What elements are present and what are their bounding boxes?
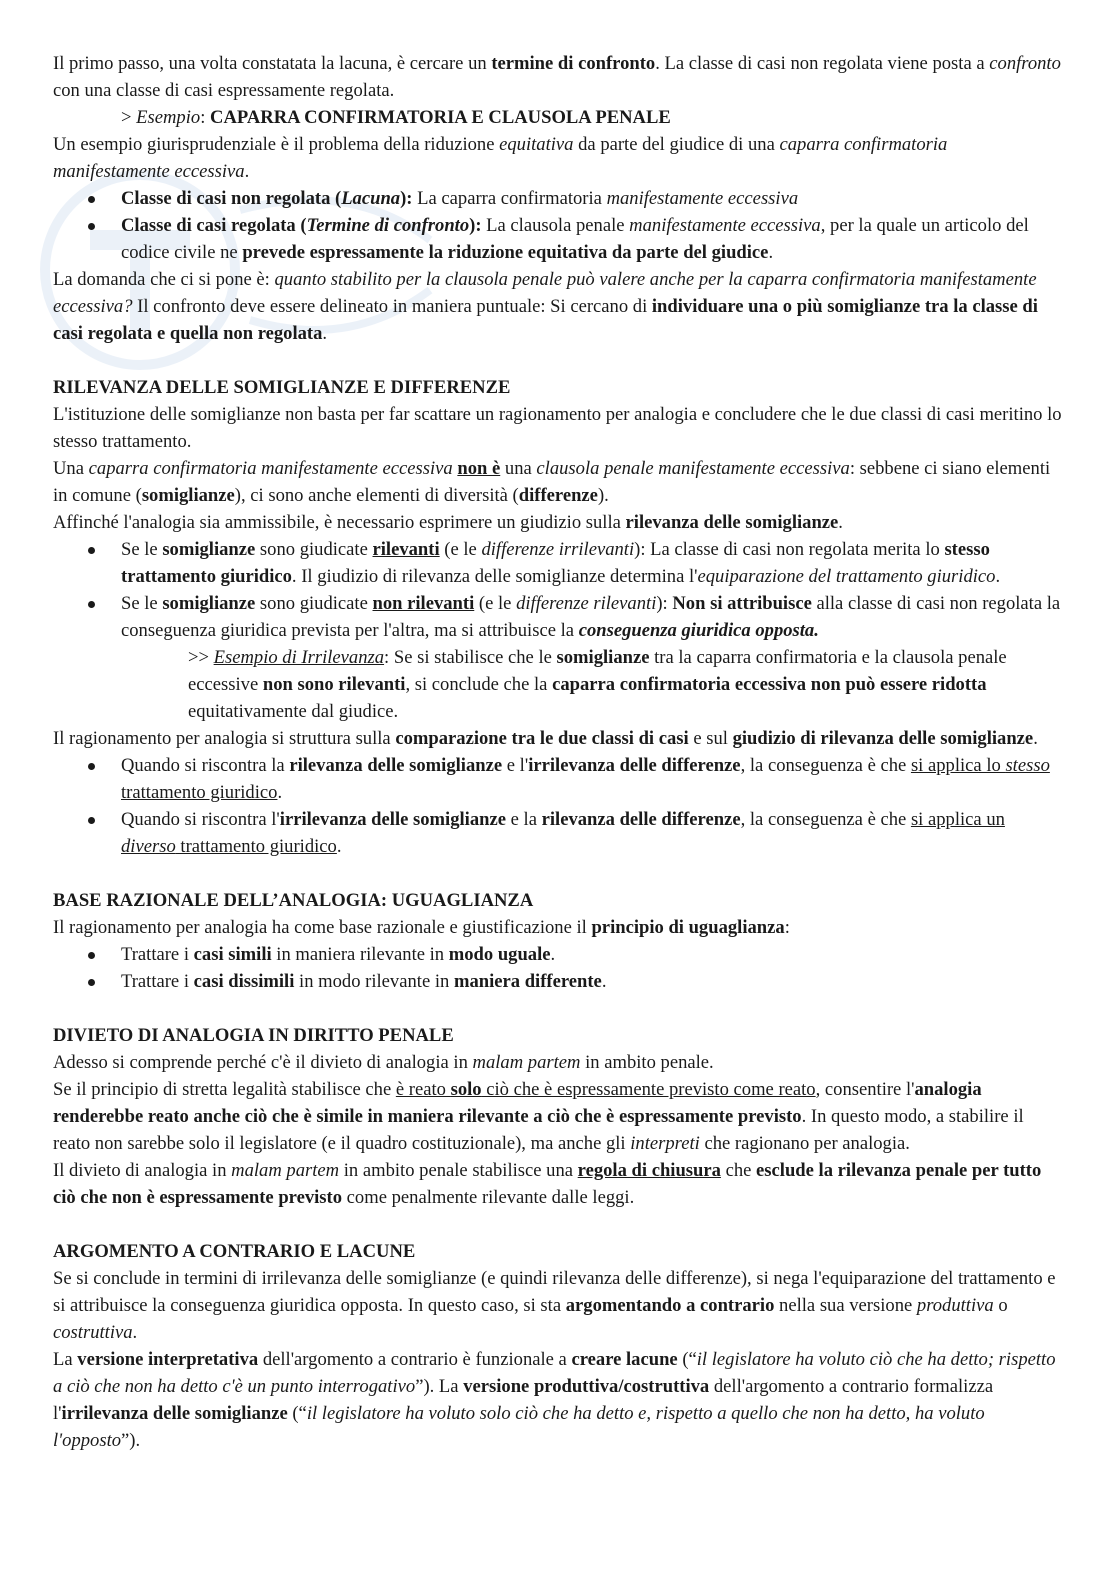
paragraph: Affinché l'analogia sia ammissibile, è necessario esprimere un giudizio sulla rilevanza delle somiglianze. — [53, 512, 843, 533]
paragraph: L'istituzione delle somiglianze non basta per far scattare un ragionamento per analogia e concludere che le due classi di casi meritino lo stesso trattamento. — [53, 404, 1062, 452]
paragraph: Una caparra confirmatoria manifestamente eccessiva non è una clausola penale manifestamente eccessiva: sebbene ci siano elementi in comune (somiglianze), ci sono anche elementi di diversità (differenze). — [53, 458, 1051, 506]
example-line: > Esempio: CAPARRA CONFIRMATORIA E CLAUSOLA PENALE — [121, 107, 671, 128]
list-item: Quando si riscontra l'irrilevanza delle somiglianze e la rilevanza delle differenze, la conseguenza è che si applica un diverso trattamento giuridico. — [53, 806, 1063, 860]
paragraph: Il ragionamento per analogia ha come base razionale e giustificazione il principio di uguaglianza: — [53, 917, 790, 938]
bullet-list — [53, 185, 1063, 266]
list-item: Classe di casi non regolata (Lacuna): La caparra confirmatoria manifestamente eccessiva — [53, 185, 1063, 212]
bullet-list — [53, 752, 1063, 860]
list-item: Se le somiglianze sono giudicate non rilevanti (e le differenze rilevanti): Non si attribuisce alla classe di casi non regolata la conseguenza giuridica prevista per l'altra, ma si attribuisce la conseguenza giuridica opposta. — [53, 590, 1063, 644]
list-item: Classe di casi regolata (Termine di confronto): La clausola penale manifestamente eccessiva, per la quale un articolo del codice civile ne prevede espressamente la riduzione equitativa da parte del giudice. — [53, 212, 1063, 266]
section-heading: DIVIETO DI ANALOGIA IN DIRITTO PENALE — [53, 1025, 454, 1046]
list-item: Trattare i casi dissimili in modo rilevante in maniera differente. — [53, 968, 1063, 995]
section-heading: RILEVANZA DELLE SOMIGLIANZE E DIFFERENZE — [53, 377, 511, 398]
list-item: Se le somiglianze sono giudicate rilevanti (e le differenze irrilevanti): La classe di casi non regolata merita lo stesso trattamento giuridico. Il giudizio di rilevanza delle somiglianze determina l'equiparazione del trattamento giuridico. — [53, 536, 1063, 590]
paragraph: Se si conclude in termini di irrilevanza delle somiglianze (e quindi rilevanza delle differenze), si nega l'equiparazione del trattamento e si attribuisce la conseguenza giuridica opposta. In questo caso, si sta argomentando a contrario nella sua versione produttiva o costruttiva. — [53, 1268, 1056, 1343]
section-heading: ARGOMENTO A CONTRARIO E LACUNE — [53, 1241, 416, 1262]
example-line: >> Esempio di Irrilevanza: Se si stabilisce che le somiglianze tra la caparra confirmatoria e la clausola penale eccessive non sono rilevanti, si conclude che la caparra confirmatoria eccessiva non può essere ridotta equitativamente dal giudice. — [188, 647, 1007, 722]
paragraph: Il primo passo, una volta constatata la lacuna, è cercare un termine di confronto. La classe di casi non regolata viene posta a confronto con una classe di casi espressamente regolata. — [53, 53, 1061, 101]
paragraph: Il divieto di analogia in malam partem in ambito penale stabilisce una regola di chiusura che esclude la rilevanza penale per tutto ciò che non è espressamente previsto come penalmente rilevante dalle leggi. — [53, 1160, 1042, 1208]
section-heading: BASE RAZIONALE DELL’ANALOGIA: UGUAGLIANZA — [53, 890, 534, 911]
paragraph: Adesso si comprende perché c'è il divieto di analogia in malam partem in ambito penale. — [53, 1052, 714, 1073]
paragraph: Il ragionamento per analogia si struttura sulla comparazione tra le due classi di casi e sul giudizio di rilevanza delle somiglianze. — [53, 728, 1038, 749]
paragraph: Se il principio di stretta legalità stabilisce che è reato solo ciò che è espressamente previsto come reato, consentire l'analogia renderebbe reato anche ciò che è simile in maniera rilevante a ciò che è espressamente previsto. In questo modo, a stabilire il reato non sarebbe solo il legislatore (e il quadro costituzionale), ma anche gli interpreti che ragionano per analogia. — [53, 1079, 1024, 1154]
paragraph: La domanda che ci si pone è: quanto stabilito per la clausola penale può valere anche per la caparra confirmatoria manifestamente eccessiva? Il confronto deve essere delineato in maniera puntuale: Si cercano di individuare una o più somiglianze tra la classe di casi regolata e quella non regolata. — [53, 269, 1038, 344]
document-page — [53, 50, 1063, 1454]
list-item: Quando si riscontra la rilevanza delle somiglianze e l'irrilevanza delle differenze, la conseguenza è che si applica lo stesso trattamento giuridico. — [53, 752, 1063, 806]
bullet-list — [53, 536, 1063, 644]
paragraph: La versione interpretativa dell'argomento a contrario è funzionale a creare lacune (“il legislatore ha voluto ciò che ha detto; rispetto a ciò che non ha detto c'è un punto interrogativo”). La versione produttiva/costruttiva dell'argomento a contrario formalizza l'irrilevanza delle somiglianze (“il legislatore ha voluto solo ciò che ha detto e, rispetto a quello che non ha detto, ha voluto l'opposto”). — [53, 1349, 1056, 1451]
paragraph: Un esempio giurisprudenziale è il problema della riduzione equitativa da parte del giudice di una caparra confirmatoria manifestamente eccessiva. — [53, 134, 948, 182]
bullet-list — [53, 941, 1063, 995]
list-item: Trattare i casi simili in maniera rilevante in modo uguale. — [53, 941, 1063, 968]
